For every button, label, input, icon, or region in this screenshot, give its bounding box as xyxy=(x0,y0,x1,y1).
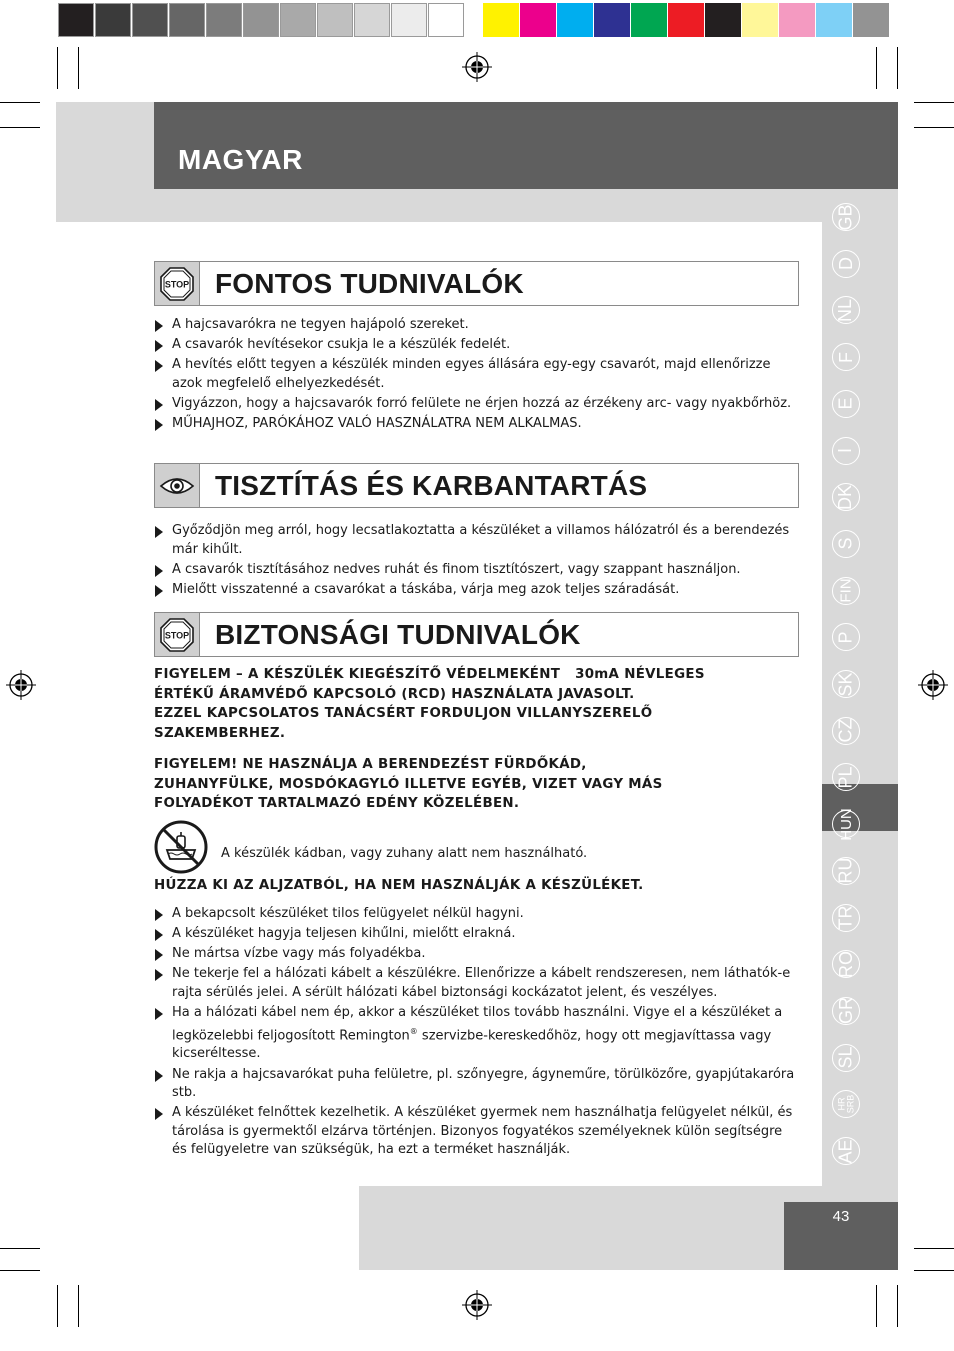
list-item: A csavarók hevítésekor csukja le a készülék fedelét. xyxy=(154,336,800,355)
color-swatch xyxy=(317,3,353,37)
language-label: PL xyxy=(835,766,856,789)
language-label: DK xyxy=(835,484,856,510)
page-number: 43 xyxy=(832,1208,850,1225)
language-label: I xyxy=(835,447,856,454)
service-text: szervizbe-kereskedőhöz, hogy ott megjavíttassa vagy kicseréltesse. xyxy=(172,1027,772,1062)
water-warning xyxy=(154,755,794,814)
stop-icon-label: STOP xyxy=(164,630,190,640)
warning-line: SZAKEMBERHEZ. xyxy=(154,725,286,741)
language-tab-ru[interactable] xyxy=(832,857,860,885)
warning-line: FIGYELEM – A KÉSZÜLÉK KIEGÉSZÍTŐ VÉDELMEKÉNT 30mA NÉVLEGES xyxy=(154,667,705,682)
color-swatch xyxy=(95,3,131,37)
warning-line: ZUHANYFÜLKE, MOSDÓKAGYLÓ ILLETVE EGYÉB, VIZET VAGY MÁS xyxy=(154,776,663,792)
no-bath-icon xyxy=(154,820,208,874)
language-tab-tr[interactable] xyxy=(832,904,860,932)
language-label: E xyxy=(835,397,856,410)
language-tab-f[interactable] xyxy=(832,343,860,371)
color-swatch xyxy=(594,3,630,37)
list-item: A készüléket hagyja teljesen kihűlni, mielőtt elrakná. xyxy=(154,925,800,944)
list-item: A hevítés előtt tegyen a készülék minden egyes állására egy-egy csavarót, majd ellenőrizze azok megfelelő elhelyezkedését. xyxy=(154,356,800,393)
language-label: FIN xyxy=(837,578,855,603)
color-swatch xyxy=(705,3,741,37)
warning-line: ÉRTÉKŰ ÁRAMVÉDŐ KAPCSOLÓ (RCD) HASZNÁLATA JAVASOLT. xyxy=(154,686,635,702)
service-text: Ha a hálózati kábel nem ép, akkor a készüléket tilos tovább használni. Vigye el a készüléket a legközelebbi feljogosított Remington xyxy=(172,1004,783,1043)
color-swatch xyxy=(779,3,815,37)
section-header-important xyxy=(154,261,799,306)
registered-mark: ® xyxy=(409,1026,418,1036)
language-label: GR xyxy=(835,997,856,1025)
stop-icon xyxy=(160,618,194,652)
list-item: Ne mártsa vízbe vagy más folyadékba. xyxy=(154,945,800,964)
language-tab-fin[interactable] xyxy=(832,577,860,605)
section-title: FONTOS TUDNIVALÓK xyxy=(215,268,524,299)
safety-list xyxy=(154,905,800,1162)
language-tab-nl[interactable] xyxy=(832,296,860,324)
registration-mark-icon xyxy=(462,1290,492,1320)
color-swatch xyxy=(58,3,94,37)
section-title: BIZTONSÁGI TUDNIVALÓK xyxy=(215,619,581,650)
section-header-cleaning xyxy=(154,463,799,508)
language-label: RO xyxy=(835,950,856,978)
language-label: CZ xyxy=(835,718,856,743)
language-label: HR SRB xyxy=(835,1095,855,1114)
language-label: SK xyxy=(835,671,856,697)
unplug-warning: HÚZZA KI AZ ALJZATBÓL, HA NEM HASZNÁLJÁK A KÉSZÜLÉKET. xyxy=(154,878,644,893)
color-swatch xyxy=(742,3,778,37)
warning-line: EZZEL KAPCSOLATOS TANÁCSÉRT FORDULJON VILLANYSZERELŐ xyxy=(154,706,653,721)
language-label: TR xyxy=(835,905,856,930)
registration-mark-icon xyxy=(6,670,36,700)
color-swatch xyxy=(169,3,205,37)
color-swatch xyxy=(816,3,852,37)
color-swatch xyxy=(520,3,556,37)
language-label: SL xyxy=(835,1046,856,1069)
stop-icon-label: STOP xyxy=(164,279,190,289)
color-swatch xyxy=(557,3,593,37)
language-tab-sl[interactable] xyxy=(832,1044,860,1072)
color-swatch xyxy=(391,3,427,37)
color-swatch xyxy=(206,3,242,37)
language-label: S xyxy=(835,537,856,550)
list-item: Vigyázzon, hogy a hajcsavarók forró felülete ne érjen hozzá az érzékeny arc- vagy nyakbőrhöz. xyxy=(154,395,800,414)
eye-icon xyxy=(159,474,195,498)
language-tab-dk[interactable] xyxy=(832,483,860,511)
language-tab-e[interactable] xyxy=(832,390,860,418)
language-tab-gr[interactable] xyxy=(832,997,860,1025)
language-tab-i[interactable] xyxy=(832,437,860,465)
list-item-service xyxy=(154,1004,800,1064)
language-label: NL xyxy=(835,298,856,322)
language-tab-d[interactable] xyxy=(832,250,860,278)
list-item: Ne tekerje fel a hálózati kábelt a készülékre. Ellenőrizze a kábelt rendszeresen, nem láthatók-e rajta sérülés jelei. A sérült hálózati kábel biztonsági kockázatot jelent, és veszélyes. xyxy=(154,965,800,1002)
color-swatch xyxy=(354,3,390,37)
list-item: Ne rakja a hajcsavarókat puha felületre, pl. szőnyegre, ágyneműre, törülközőre, gyapjútakaróra stb. xyxy=(154,1066,800,1103)
stop-icon xyxy=(160,267,194,301)
language-tab-cz[interactable] xyxy=(832,717,860,745)
list-item: MŰHAJHOZ, PARÓKÁHOZ VALÓ HASZNÁLATRA NEM ALKALMAS. xyxy=(154,415,800,434)
language-tab-hun[interactable] xyxy=(832,807,860,841)
grayscale-color-bar xyxy=(58,3,465,37)
rcd-warning xyxy=(154,665,794,743)
registration-mark-icon xyxy=(918,670,948,700)
language-tab-ae[interactable] xyxy=(832,1137,860,1165)
color-swatch xyxy=(243,3,279,37)
color-swatch xyxy=(668,3,704,37)
language-tab-s[interactable] xyxy=(832,530,860,558)
language-label: F xyxy=(835,351,856,363)
list-item: A készüléket felnőttek kezelhetik. A készüléket gyermek nem használhatja felügyelet nélkül, és tárolása is gyermektől elzárva történjen. Bizonyos fogyatékos személyeknek külön segítségre és felügyeletre van szükségük, ha ezt a terméket használják. xyxy=(154,1104,800,1160)
language-tab-sk[interactable] xyxy=(832,670,860,698)
process-color-bar xyxy=(483,3,890,37)
list-item: Győződjön meg arról, hogy lecsatlakoztatta a készüléket a villamos hálózatról és a berendezés már kihűlt. xyxy=(154,522,800,559)
section-title: TISZTÍTÁS ÉS KARBANTARTÁS xyxy=(215,470,648,501)
language-label: RU xyxy=(835,857,856,884)
color-swatch xyxy=(280,3,316,37)
warning-line: FOLYADÉKOT TARTALMAZÓ EDÉNY KÖZELÉBEN. xyxy=(154,796,520,811)
language-label: D xyxy=(835,257,856,271)
language-tab-pl[interactable] xyxy=(832,763,860,791)
list-item: A bekapcsolt készüléket tilos felügyelet nélkül hagyni. xyxy=(154,905,800,924)
list-item: Mielőtt visszatenné a csavarókat a táskába, várja meg azok teljes száradását. xyxy=(154,581,800,600)
language-tab-ro[interactable] xyxy=(832,950,860,978)
language-sidebar xyxy=(822,222,898,1186)
language-label: GB xyxy=(835,203,856,231)
cleaning-list xyxy=(154,522,800,601)
bath-note: A készülék kádban, vagy zuhany alatt nem használható. xyxy=(221,846,588,861)
page-title: MAGYAR xyxy=(178,144,303,175)
language-label: P xyxy=(835,631,856,644)
color-swatch xyxy=(853,3,889,37)
language-tab-gb[interactable] xyxy=(832,203,860,231)
color-swatch xyxy=(428,3,464,37)
list-item: A csavarók tisztításához nedves ruhát és finom tisztítószert, vagy szappant használjon. xyxy=(154,561,800,580)
color-swatch xyxy=(132,3,168,37)
important-list xyxy=(154,316,800,435)
language-label: HUN xyxy=(837,807,855,841)
language-label: AE xyxy=(835,1138,856,1164)
color-swatch xyxy=(483,3,519,37)
registration-mark-icon xyxy=(462,52,492,82)
color-swatch xyxy=(631,3,667,37)
section-header-safety xyxy=(154,612,799,657)
warning-line: FIGYELEM! NE HASZNÁLJA A BERENDEZÉST FÜRDŐKÁD, xyxy=(154,757,587,772)
list-item: A hajcsavarókra ne tegyen hajápoló szereket. xyxy=(154,316,800,335)
